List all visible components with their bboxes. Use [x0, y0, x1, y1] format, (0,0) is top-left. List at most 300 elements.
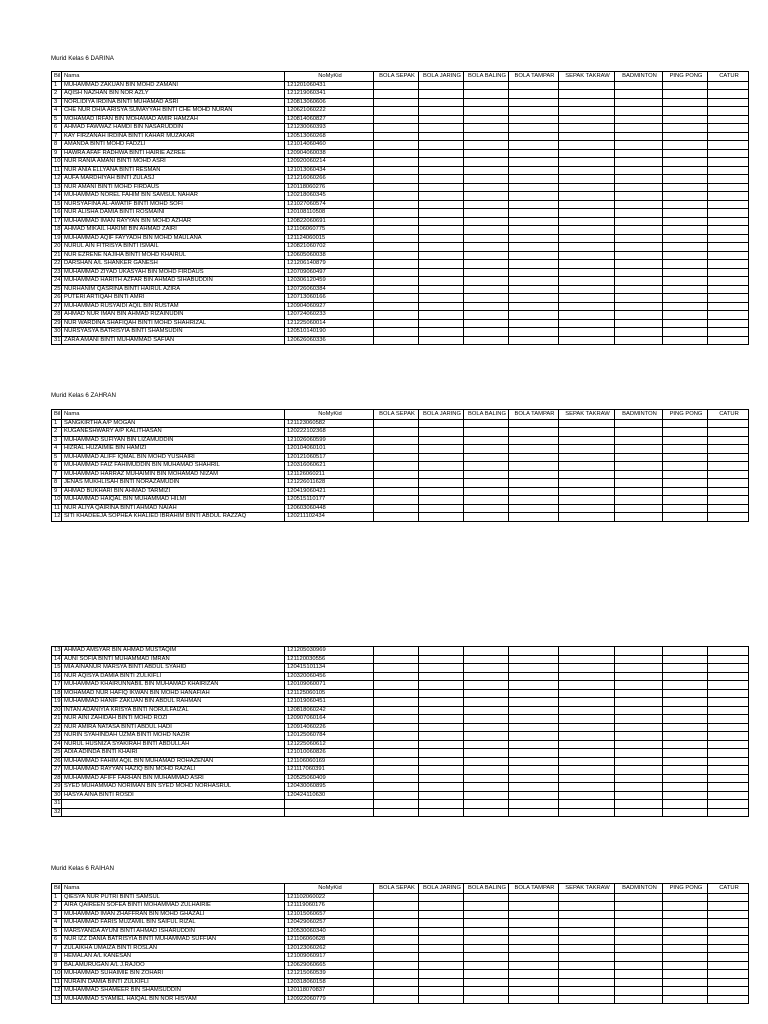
table-row: [52, 978, 749, 987]
row-number: 2: [52, 428, 62, 437]
table-row: [52, 961, 749, 970]
sport-cell: [615, 285, 663, 294]
sport-cell: [509, 766, 559, 775]
sport-cell: [663, 487, 708, 496]
student-name: MUHAMMAD KHAIRUNNABIL BIN MUHAMAD KHAIRIZAN: [62, 681, 285, 690]
student-name: NORLIDIYA IRDINA BINTI MUHAMAD ASRI: [62, 98, 285, 107]
sport-cell: [559, 995, 615, 1004]
student-mykid: 120605060038: [285, 251, 374, 260]
sport-cell: [509, 936, 559, 945]
sport-cell: [419, 200, 464, 209]
sport-cell: [708, 200, 749, 209]
sport-cell: [374, 504, 419, 513]
sport-cell: [509, 808, 559, 817]
student-name: MUHAMMAD RUSYAIDI AQIL BIN RUSTAM: [62, 302, 285, 311]
sport-cell: [559, 419, 615, 428]
row-number: 17: [52, 681, 62, 690]
sport-cell: [419, 791, 464, 800]
row-number: 25: [52, 285, 62, 294]
sport-cell: [464, 453, 509, 462]
sport-cell: [663, 681, 708, 690]
sport-cell: [509, 166, 559, 175]
table-header-row: [52, 72, 749, 82]
sport-cell: [559, 936, 615, 945]
sport-cell: [663, 200, 708, 209]
sport-cell: [559, 81, 615, 90]
sport-cell: [708, 234, 749, 243]
sport-cell: [559, 953, 615, 962]
sport-cell: [509, 81, 559, 90]
header-sport: CATUR: [708, 410, 749, 420]
sport-cell: [708, 757, 749, 766]
sport-cell: [509, 749, 559, 758]
sport-cell: [615, 132, 663, 141]
sport-cell: [419, 766, 464, 775]
sport-cell: [419, 453, 464, 462]
sport-cell: [464, 428, 509, 437]
sport-cell: [509, 428, 559, 437]
sport-cell: [708, 791, 749, 800]
sport-cell: [663, 470, 708, 479]
row-number: 20: [52, 706, 62, 715]
sport-cell: [708, 175, 749, 184]
row-number: 11: [52, 504, 62, 513]
sport-cell: [419, 953, 464, 962]
student-name: MUHAMMAD HARRAZ MUHAIMIN BIN MOHAMAD NIZAM: [62, 470, 285, 479]
sport-cell: [615, 987, 663, 996]
student-mykid: 120222102368: [285, 428, 374, 437]
sport-cell: [419, 311, 464, 320]
student-name: MUHAMMAD AQIF FAYYADH BIN MOHD MAULANA: [62, 234, 285, 243]
table-row: [52, 294, 749, 303]
sport-cell: [559, 183, 615, 192]
sport-cell: [663, 234, 708, 243]
sport-cell: [374, 893, 419, 902]
student-mykid: 121120030556: [285, 655, 374, 664]
table-row: [52, 285, 749, 294]
row-number: 10: [52, 496, 62, 505]
sport-cell: [559, 462, 615, 471]
sport-cell: [464, 927, 509, 936]
sport-cell: [708, 328, 749, 337]
table-row: [52, 647, 749, 656]
sport-cell: [615, 419, 663, 428]
sport-cell: [509, 513, 559, 522]
sport-cell: [615, 166, 663, 175]
sport-cell: [419, 428, 464, 437]
sport-cell: [419, 978, 464, 987]
sport-cell: [708, 285, 749, 294]
row-number: 24: [52, 740, 62, 749]
student-mykid: 121201060431: [285, 81, 374, 90]
sport-cell: [509, 647, 559, 656]
student-name: MUHAMMAD HARITH AZFAR BIN AHMAD SIHABUDDIN: [62, 277, 285, 286]
sport-cell: [419, 251, 464, 260]
sport-cell: [663, 328, 708, 337]
header-sport: PING PONG: [663, 72, 708, 82]
sport-cell: [708, 453, 749, 462]
sport-cell: [509, 723, 559, 732]
sport-cell: [419, 698, 464, 707]
sport-cell: [615, 470, 663, 479]
sport-cell: [419, 689, 464, 698]
sport-cell: [663, 166, 708, 175]
sport-cell: [663, 774, 708, 783]
sport-cell: [559, 961, 615, 970]
sport-cell: [509, 800, 559, 809]
sport-cell: [708, 706, 749, 715]
sport-cell: [374, 132, 419, 141]
sport-cell: [374, 158, 419, 167]
row-number: 31: [52, 336, 62, 345]
row-number: 18: [52, 226, 62, 235]
sport-cell: [663, 978, 708, 987]
sport-cell: [509, 268, 559, 277]
sport-cell: [559, 115, 615, 124]
table-row: [52, 200, 749, 209]
student-name: NUR AQISYA DAMIA BINTI ZULKIFLI: [62, 672, 285, 681]
sport-cell: [708, 732, 749, 741]
sport-cell: [509, 681, 559, 690]
sport-cell: [419, 132, 464, 141]
sport-cell: [374, 462, 419, 471]
sport-cell: [464, 166, 509, 175]
sport-cell: [615, 927, 663, 936]
sport-cell: [374, 311, 419, 320]
sport-cell: [708, 470, 749, 479]
student-name: NURSYAFINA AL-AWATIF BINTI MOHD SOFI: [62, 200, 285, 209]
sport-cell: [419, 672, 464, 681]
sport-cell: [374, 757, 419, 766]
table-row: [52, 319, 749, 328]
sport-cell: [615, 115, 663, 124]
sport-cell: [374, 479, 419, 488]
sport-cell: [464, 251, 509, 260]
sport-cell: [509, 436, 559, 445]
table-row: [52, 944, 749, 953]
sport-cell: [708, 681, 749, 690]
sport-cell: [615, 706, 663, 715]
sport-cell: [464, 268, 509, 277]
row-number: 10: [52, 970, 62, 979]
row-number: 9: [52, 961, 62, 970]
sport-cell: [419, 757, 464, 766]
sport-cell: [708, 987, 749, 996]
student-name: PUTERI ARTIQAH BINTI AMRI: [62, 294, 285, 303]
sport-cell: [708, 81, 749, 90]
header-nama: Nama: [62, 72, 285, 82]
row-number: 9: [52, 149, 62, 158]
sport-cell: [559, 260, 615, 269]
sport-cell: [615, 302, 663, 311]
student-mykid: 121014060460: [285, 141, 374, 150]
row-number: 17: [52, 217, 62, 226]
sport-cell: [419, 217, 464, 226]
sport-cell: [708, 740, 749, 749]
table-row: [52, 715, 749, 724]
sport-cell: [615, 689, 663, 698]
table-row: [52, 107, 749, 116]
sport-cell: [374, 927, 419, 936]
sport-cell: [509, 209, 559, 218]
student-mykid: 121119060176: [285, 902, 374, 911]
sport-cell: [509, 243, 559, 252]
sport-cell: [464, 124, 509, 133]
sport-cell: [509, 740, 559, 749]
sport-cell: [464, 226, 509, 235]
sport-cell: [559, 124, 615, 133]
student-mykid: 121124060015: [285, 234, 374, 243]
header-sport: CATUR: [708, 72, 749, 82]
row-number: 2: [52, 90, 62, 99]
sport-cell: [464, 664, 509, 673]
sport-cell: [708, 192, 749, 201]
sport-cell: [464, 953, 509, 962]
sport-cell: [509, 961, 559, 970]
sport-cell: [374, 319, 419, 328]
roster-table-darina: [51, 71, 749, 345]
sport-cell: [615, 910, 663, 919]
sport-cell: [663, 319, 708, 328]
sport-cell: [708, 893, 749, 902]
row-number: 8: [52, 141, 62, 150]
student-name: NUR ALIYA QAIRINA BINTI AHMAD NAIAH: [62, 504, 285, 513]
student-mykid: 121125060105: [285, 689, 374, 698]
sport-cell: [663, 90, 708, 99]
sport-cell: [559, 107, 615, 116]
table-row: [52, 749, 749, 758]
table-row: [52, 419, 749, 428]
student-name: NURUL AIN FITRISYA BINTI ISMAIL: [62, 243, 285, 252]
sport-cell: [419, 902, 464, 911]
sport-cell: [509, 893, 559, 902]
row-number: 28: [52, 311, 62, 320]
student-mykid: 120920060214: [285, 158, 374, 167]
row-number: 14: [52, 192, 62, 201]
table-row: [52, 124, 749, 133]
sport-cell: [419, 183, 464, 192]
sport-cell: [708, 124, 749, 133]
sport-cell: [559, 479, 615, 488]
sport-cell: [464, 766, 509, 775]
student-mykid: 121013060434: [285, 166, 374, 175]
sport-cell: [374, 419, 419, 428]
sport-cell: [663, 910, 708, 919]
sport-cell: [615, 479, 663, 488]
student-name: MUHAMMAD FAHIM AQIL BIN MUHAMAD ROHAZENAN: [62, 757, 285, 766]
sport-cell: [419, 98, 464, 107]
sport-cell: [374, 740, 419, 749]
sport-cell: [663, 766, 708, 775]
table-row: [52, 970, 749, 979]
sport-cell: [708, 995, 749, 1004]
sport-cell: [663, 158, 708, 167]
sport-cell: [464, 698, 509, 707]
table-row: [52, 166, 749, 175]
row-number: 6: [52, 936, 62, 945]
table-row: [52, 513, 749, 522]
sport-cell: [708, 226, 749, 235]
sport-cell: [663, 893, 708, 902]
table-row: [52, 336, 749, 345]
sport-cell: [615, 98, 663, 107]
student-name: NUR AINI ZAHIDAH BINTI MOHD ROZI: [62, 715, 285, 724]
student-name: NURHANIM QASRINA BINTI HAIRUL AZIRA: [62, 285, 285, 294]
student-mykid: 120813060606: [285, 98, 374, 107]
sport-cell: [663, 698, 708, 707]
sport-cell: [663, 141, 708, 150]
sport-cell: [464, 209, 509, 218]
sport-cell: [559, 302, 615, 311]
sport-cell: [559, 706, 615, 715]
sport-cell: [559, 336, 615, 345]
student-name: DARSHAN A/L SHANKER GANESH: [62, 260, 285, 269]
sport-cell: [509, 302, 559, 311]
table-row: [52, 910, 749, 919]
row-number: 16: [52, 672, 62, 681]
student-mykid: 121226011628: [285, 479, 374, 488]
sport-cell: [559, 757, 615, 766]
sport-cell: [419, 285, 464, 294]
sport-cell: [559, 723, 615, 732]
student-name: AHMAD FAWWAZ HAMDI BIN NASARUDDIN: [62, 124, 285, 133]
student-name: SANGKIRTHA A/P MOGAN: [62, 419, 285, 428]
sport-cell: [464, 158, 509, 167]
sport-cell: [464, 302, 509, 311]
sport-cell: [464, 462, 509, 471]
sport-cell: [419, 808, 464, 817]
student-name: ADIA ADINDA BINTI KHAIRI: [62, 749, 285, 758]
sport-cell: [464, 944, 509, 953]
sport-cell: [663, 749, 708, 758]
row-number: 5: [52, 453, 62, 462]
header-mykid: NoMyKid: [285, 884, 374, 894]
sport-cell: [419, 893, 464, 902]
table-row: [52, 98, 749, 107]
student-mykid: 121206140879: [285, 260, 374, 269]
row-number: 31: [52, 800, 62, 809]
row-number: 9: [52, 487, 62, 496]
sport-cell: [559, 927, 615, 936]
sport-cell: [708, 664, 749, 673]
sport-cell: [708, 487, 749, 496]
sport-cell: [663, 647, 708, 656]
sport-cell: [464, 277, 509, 286]
sport-cell: [509, 470, 559, 479]
student-name: BALAMURUGAN A/L J.RAJOO: [62, 961, 285, 970]
sport-cell: [374, 141, 419, 150]
student-name: HASYA AINA BINTI ROSDI: [62, 791, 285, 800]
sport-cell: [708, 715, 749, 724]
sport-cell: [374, 445, 419, 454]
sport-cell: [374, 149, 419, 158]
table-row: [52, 723, 749, 732]
student-mykid: 120318060158: [285, 978, 374, 987]
student-mykid: 121106060628: [285, 936, 374, 945]
table-row: [52, 445, 749, 454]
roster-table-raihan: [51, 883, 749, 1004]
sport-cell: [464, 783, 509, 792]
sport-cell: [663, 268, 708, 277]
sport-cell: [708, 689, 749, 698]
table-row: [52, 808, 749, 817]
sport-cell: [464, 936, 509, 945]
header-sport: BOLA SEPAK: [374, 884, 419, 894]
sport-cell: [419, 158, 464, 167]
row-number: 7: [52, 132, 62, 141]
sport-cell: [419, 732, 464, 741]
sport-cell: [464, 715, 509, 724]
student-name: HAWRA AFAF RADHWA BINTI HAIRIE AZREE: [62, 149, 285, 158]
student-name: MUHAMMAD ALIFF IQMAL BIN MOHD YUSHAIRI: [62, 453, 285, 462]
sport-cell: [374, 268, 419, 277]
sport-cell: [708, 961, 749, 970]
table-row: [52, 893, 749, 902]
student-name: JENAS MUKHLISAH BINTI NORAZAMUDIN: [62, 479, 285, 488]
student-name: MUHAMMAD SYAMIEL HAIQAL BIN NOR HISYAM: [62, 995, 285, 1004]
sport-cell: [464, 672, 509, 681]
sport-cell: [615, 766, 663, 775]
sport-cell: [559, 910, 615, 919]
sport-cell: [419, 226, 464, 235]
sport-cell: [615, 217, 663, 226]
sport-cell: [559, 504, 615, 513]
sport-cell: [509, 294, 559, 303]
row-number: 11: [52, 166, 62, 175]
sport-cell: [419, 479, 464, 488]
table-row: [52, 774, 749, 783]
sport-cell: [464, 902, 509, 911]
sport-cell: [615, 800, 663, 809]
sport-cell: [615, 445, 663, 454]
sport-cell: [374, 681, 419, 690]
sport-cell: [663, 217, 708, 226]
sport-cell: [615, 336, 663, 345]
sport-cell: [615, 328, 663, 337]
sport-cell: [615, 791, 663, 800]
sport-cell: [615, 234, 663, 243]
sport-cell: [464, 910, 509, 919]
sport-cell: [663, 970, 708, 979]
sport-cell: [708, 319, 749, 328]
sport-cell: [464, 217, 509, 226]
student-mykid: 121215060539: [285, 970, 374, 979]
sport-cell: [464, 723, 509, 732]
sport-cell: [374, 81, 419, 90]
sport-cell: [663, 209, 708, 218]
sport-cell: [509, 462, 559, 471]
student-name: HIZRAL HUZAIMIE BIN HAMIZI: [62, 445, 285, 454]
student-name: QIESYA NUR PUTRI BINTI SAMSUL: [62, 893, 285, 902]
row-number: 27: [52, 766, 62, 775]
row-number: 12: [52, 175, 62, 184]
student-mykid: 121117060391: [285, 766, 374, 775]
sport-cell: [559, 749, 615, 758]
sport-cell: [374, 732, 419, 741]
sport-cell: [419, 706, 464, 715]
row-number: 15: [52, 200, 62, 209]
sport-cell: [559, 251, 615, 260]
table-row: [52, 328, 749, 337]
sport-cell: [509, 234, 559, 243]
sport-cell: [559, 192, 615, 201]
sport-cell: [708, 428, 749, 437]
sport-cell: [509, 183, 559, 192]
sport-cell: [663, 961, 708, 970]
sport-cell: [509, 479, 559, 488]
row-number: 29: [52, 319, 62, 328]
sport-cell: [663, 132, 708, 141]
